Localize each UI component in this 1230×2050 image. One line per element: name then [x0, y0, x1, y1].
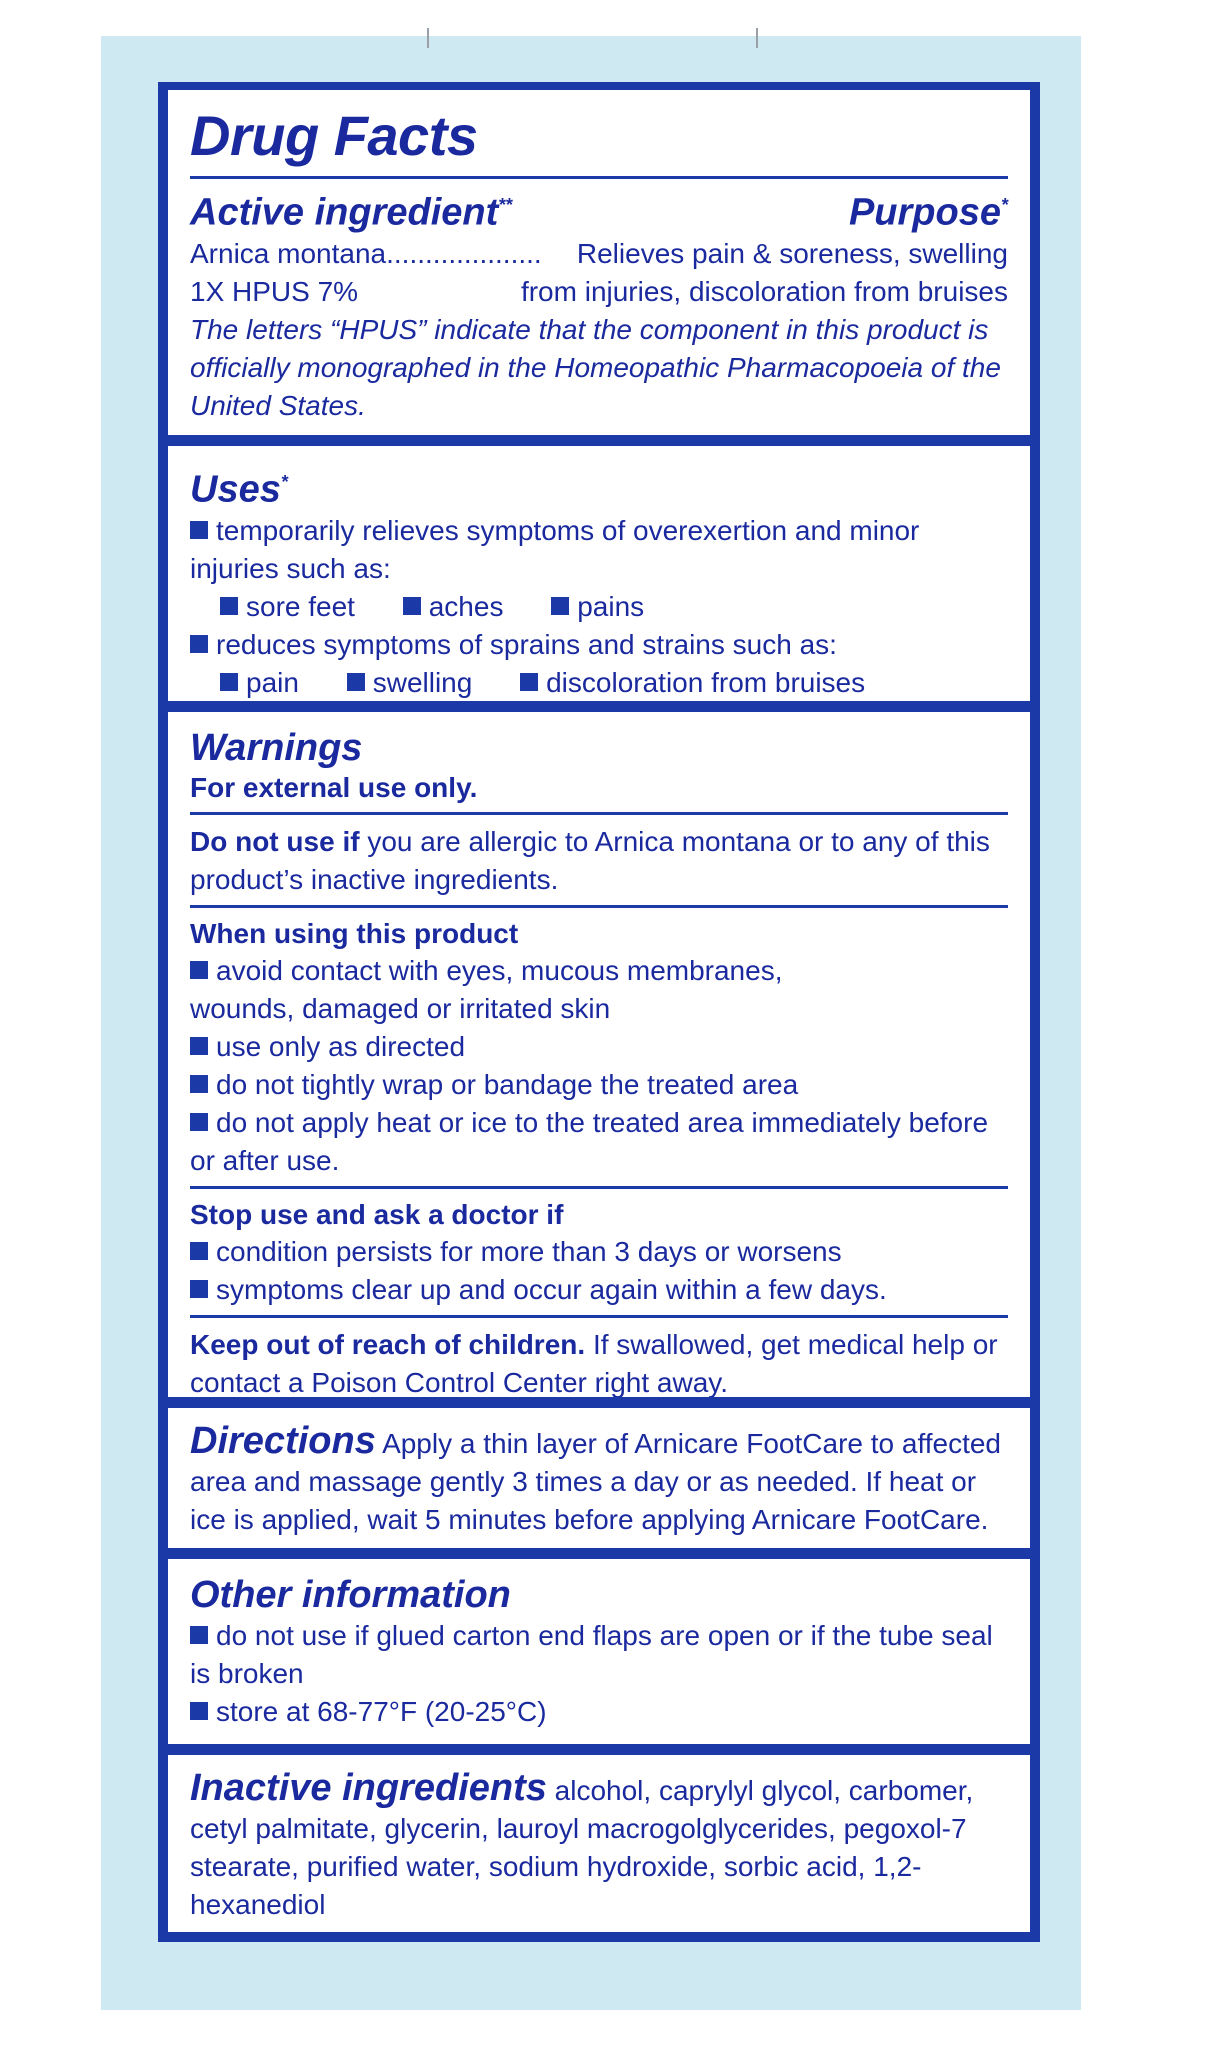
active-ingredient-section — [168, 90, 1030, 435]
do-not-use-warning: Do not use if you are allergic to Arnica montana or to any of this product’s inactive ingredients. — [190, 826, 990, 895]
active-ingredient-heading: Active ingredient** — [190, 191, 513, 234]
bullet-square-icon — [190, 1626, 208, 1644]
drug-facts-panel — [158, 82, 1040, 1942]
list-item: do not apply heat or ice to the treated area immediately before or after use. — [190, 1107, 989, 1176]
bullet-square-icon — [551, 597, 569, 615]
bullet-square-icon — [190, 1242, 208, 1260]
active-heading-row — [190, 183, 1008, 235]
list-item: condition persists for more than 3 days or worsens — [190, 1233, 1008, 1271]
list-item: symptoms clear up and occur again within a few days. — [190, 1271, 1008, 1309]
external-use-notice: For external use only. — [190, 772, 478, 803]
bullet-square-icon — [403, 597, 421, 615]
keep-out-of-reach-warning: Keep out of reach of children. If swallowed, get medical help or contact a Poison Control Center right away. — [190, 1329, 998, 1397]
list-item: temporarily relieves symptoms of overexertion and minor injuries such as: — [190, 514, 920, 584]
drug-facts-title: Drug Facts — [190, 104, 478, 167]
inactive-ingredients-section — [168, 1755, 1030, 1932]
hpus-note: The letters “HPUS” indicate that the component in this product is officially monographed in the Homeopathic Pharmacopoeia of the United States. — [190, 313, 1001, 421]
list-item: store at 68-77°F (20-25°C) — [190, 1693, 1008, 1731]
sub-list: pain swelling discoloration from bruises — [190, 664, 1008, 701]
uses-heading: Uses* — [190, 468, 288, 511]
active-row-1 — [190, 235, 1008, 273]
bullet-square-icon — [190, 1075, 208, 1093]
divider — [190, 176, 1008, 179]
warnings-heading: Warnings — [190, 727, 363, 769]
purpose-line-1: Relieves pain & soreness, swelling — [576, 237, 1008, 269]
directions-section — [168, 1408, 1030, 1548]
ingredient-name: Arnica montana.................... — [190, 237, 542, 269]
divider — [190, 812, 1008, 815]
bullet-square-icon — [190, 635, 208, 653]
purpose-line-2: from injuries, discoloration from bruises — [520, 275, 1008, 307]
bullet-square-icon — [520, 673, 538, 691]
uses-section — [168, 446, 1030, 701]
bullet-square-icon — [190, 961, 208, 979]
active-row-2 — [190, 273, 1008, 311]
list-item: avoid contact with eyes, mucous membranes, — [190, 952, 1008, 990]
inactive-ingredients-text: Inactive ingredients alcohol, caprylyl glycol, carbomer, cetyl palmitate, glycerin, lauroyl macrogolglycerides, pegoxol-7 stearate, purified water, sodium hydroxide, sorbic acid, 1,2-hexanediol — [190, 1767, 974, 1920]
directions-text: Directions Apply a thin layer of Arnicare FootCare to affected area and massage gently 3 times a day or as needed. If heat or ice is applied, wait 5 minutes before applying Arnicare FootCare. — [190, 1420, 1002, 1535]
warnings-section — [168, 712, 1030, 1397]
bullet-square-icon — [190, 521, 208, 539]
ingredient-strength: 1X HPUS 7% — [190, 275, 359, 307]
when-using-heading: When using this product — [190, 918, 519, 949]
stop-use-heading: Stop use and ask a doctor if — [190, 1199, 564, 1230]
bullet-square-icon — [220, 673, 238, 691]
divider — [190, 1315, 1008, 1318]
list-item: do not use if glued carton end flaps are open or if the tube seal is broken — [190, 1620, 993, 1689]
other-information-heading: Other information — [190, 1574, 511, 1616]
list-item: do not tightly wrap or bandage the treated area — [190, 1066, 1008, 1104]
list-item-continued: wounds, damaged or irritated skin — [190, 993, 611, 1024]
bullet-square-icon — [190, 1113, 208, 1131]
crop-mark — [427, 28, 429, 48]
divider — [190, 905, 1008, 908]
purpose-heading: Purpose* — [848, 191, 1008, 234]
bullet-square-icon — [190, 1037, 208, 1055]
crop-mark — [756, 28, 758, 48]
bullet-square-icon — [347, 673, 365, 691]
bullet-square-icon — [220, 597, 238, 615]
list-item: reduces symptoms of sprains and strains such as: — [190, 626, 1008, 664]
other-information-section — [168, 1559, 1030, 1744]
list-item: use only as directed — [190, 1028, 1008, 1066]
sub-list: sore feet aches pains — [190, 588, 1008, 626]
inactive-ingredients-heading: Inactive ingredients — [190, 1767, 547, 1809]
bullet-square-icon — [190, 1702, 208, 1720]
directions-heading: Directions — [190, 1420, 376, 1462]
bullet-square-icon — [190, 1280, 208, 1298]
divider — [190, 1186, 1008, 1189]
